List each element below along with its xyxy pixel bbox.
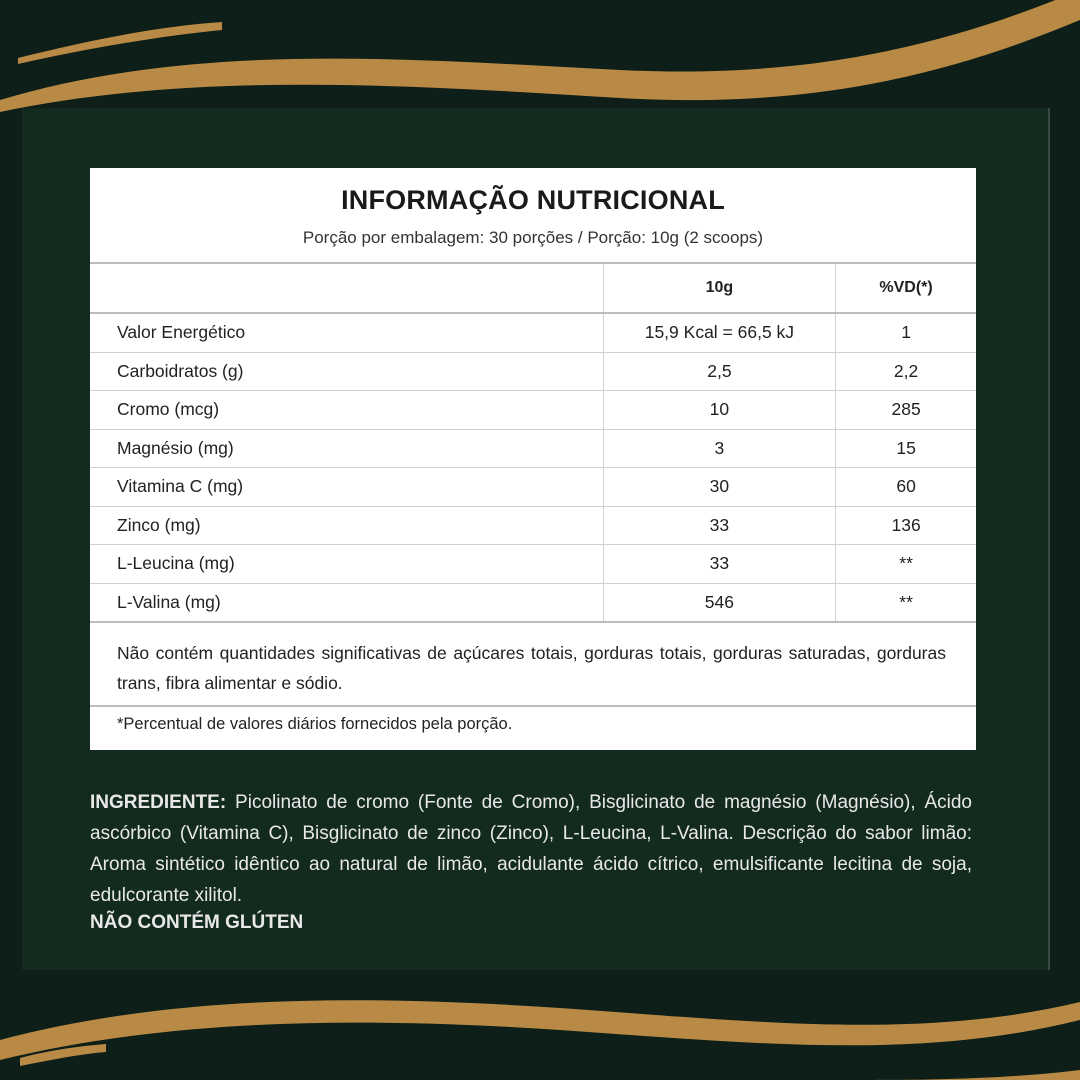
nutrient-daily-value: 2,2	[836, 352, 976, 391]
gluten-free-notice: NÃO CONTÉM GLÚTEN	[90, 912, 304, 933]
nutrient-amount: 30	[603, 468, 836, 507]
table-row	[90, 429, 976, 468]
nutrient-daily-value: **	[836, 545, 976, 584]
nutrient-daily-value: 285	[836, 391, 976, 430]
table-row	[90, 352, 976, 391]
nutrition-table	[90, 264, 976, 623]
ingredients-label: INGREDIENTE:	[90, 792, 227, 813]
nutrient-name: Carboidratos (g)	[90, 352, 603, 391]
nutrition-title: INFORMAÇÃO NUTRICIONAL	[341, 185, 725, 215]
nutrient-amount: 15,9 Kcal = 66,5 kJ	[603, 313, 836, 352]
nutrient-daily-value: 15	[836, 429, 976, 468]
panel-divider	[1048, 108, 1050, 970]
nutrient-daily-value: 1	[836, 313, 976, 352]
nutrient-amount: 33	[603, 506, 836, 545]
nutrition-facts-card	[90, 168, 976, 750]
table-row	[90, 583, 976, 622]
header-amount: 10g	[603, 264, 836, 313]
nutrient-amount: 33	[603, 545, 836, 584]
nutrient-daily-value: 136	[836, 506, 976, 545]
nutrient-name: Cromo (mcg)	[90, 391, 603, 430]
nutrient-name: Vitamina C (mg)	[90, 468, 603, 507]
serving-info: Porção por embalagem: 30 porções / Porção: 10g (2 scoops)	[302, 228, 764, 247]
nutrient-amount: 546	[603, 583, 836, 622]
table-row	[90, 506, 976, 545]
table-row	[90, 391, 976, 430]
nutrient-name: Zinco (mg)	[90, 506, 603, 545]
nutrition-header	[90, 168, 976, 264]
table-row	[90, 545, 976, 584]
nutrient-name: L-Valina (mg)	[90, 583, 603, 622]
nutrient-name: Valor Energético	[90, 313, 603, 352]
ingredients-text	[90, 787, 972, 911]
nutrition-note: Não contém quantidades significativas de açúcares totais, gorduras totais, gorduras saturadas, gorduras trans, fibra alimentar e sódio.	[90, 623, 976, 707]
table-row	[90, 468, 976, 507]
ingredients-list: Picolinato de cromo (Fonte de Cromo), Bisglicinato de magnésio (Magnésio), Ácido ascórbico (Vitamina C), Bisglicinato de zinco (Zinco), L-Leucina, L-Valina. Descrição do sabor limão: Aroma sintético idêntico ao natural de limão, acidulante ácido cítrico, emulsificante lecitina de soja, edulcorante xilitol.	[90, 792, 973, 906]
nutrient-name: Magnésio (mg)	[90, 429, 603, 468]
table-header-row	[90, 264, 976, 313]
header-daily-value: %VD(*)	[836, 264, 976, 313]
nutrient-daily-value: **	[836, 583, 976, 622]
table-row	[90, 313, 976, 352]
nutrient-name: L-Leucina (mg)	[90, 545, 603, 584]
nutrient-daily-value: 60	[836, 468, 976, 507]
nutrient-amount: 3	[603, 429, 836, 468]
header-nutrient	[90, 264, 603, 313]
daily-value-footnote: *Percentual de valores diários fornecidos pela porção.	[117, 715, 513, 733]
nutrient-amount: 2,5	[603, 352, 836, 391]
nutrient-amount: 10	[603, 391, 836, 430]
